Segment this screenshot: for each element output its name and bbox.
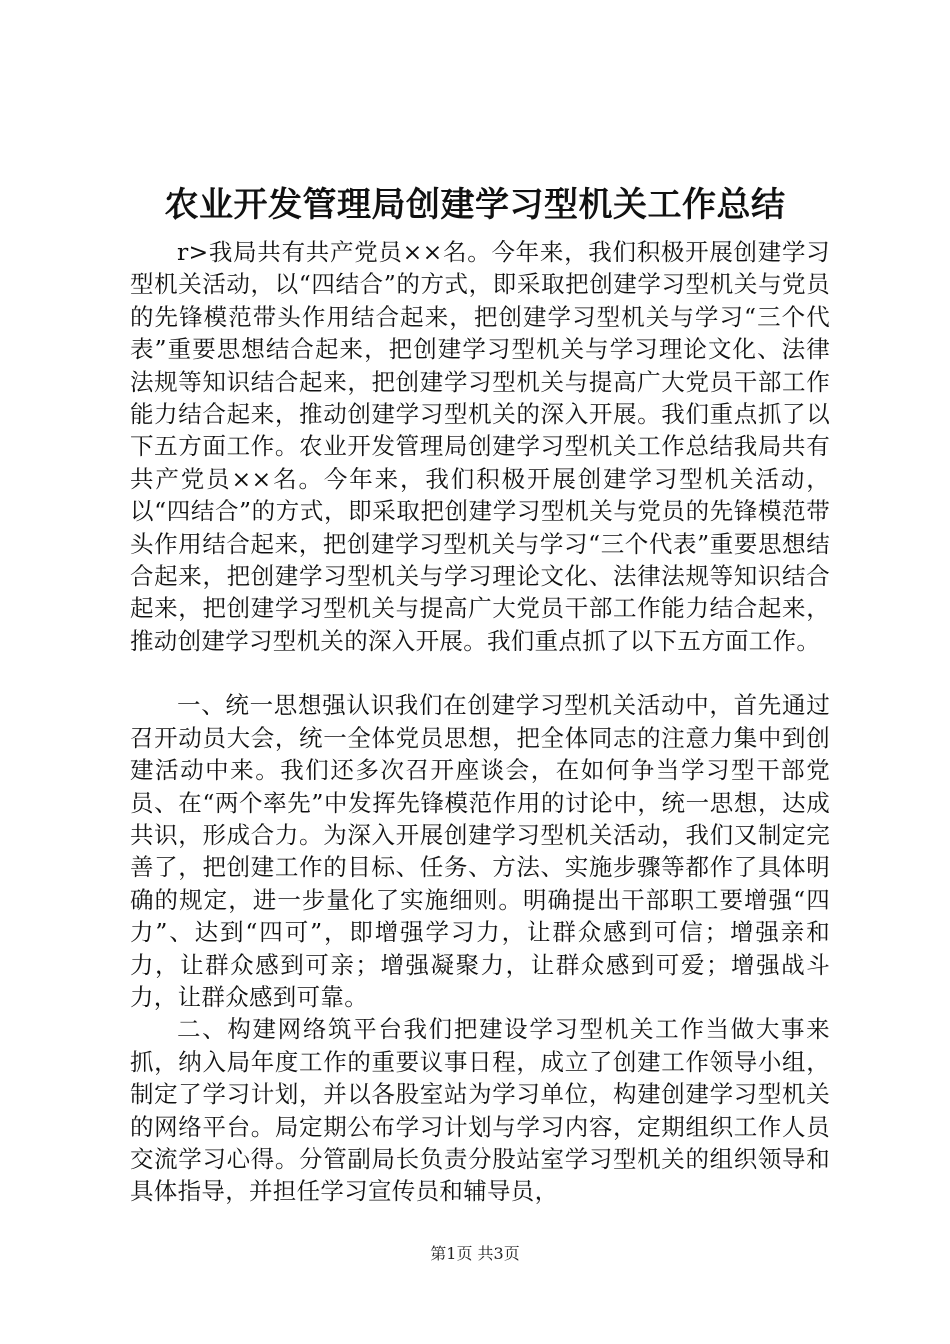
paragraph-section-2: 二、构建网络筑平台我们把建设学习型机关工作当做大事来抓，纳入局年度工作的重要议事日程，成立了创建工作领导小组，制定了学习计划，并以各股室站为学习单位，构建创建学习型机关的网络平台。局定期公布学习计划与学习内容，定期组织工作人员交流学习心得。分管副局长负责分股站室学习型机关的组织领导和具体指导，并担任学习宣传员和辅导员， xyxy=(130,1015,830,1206)
paragraph-gap xyxy=(130,657,830,689)
document-body xyxy=(130,236,830,1208)
paragraph-section-1: 一、统一思想强认识我们在创建学习型机关活动中，首先通过召开动员大会，统一全体党员思想，把全体同志的注意力集中到创建活动中来。我们还多次召开座谈会，在如何争当学习型干部党员、在“两个率先”中发挥先锋模范作用的讨论中，统一思想，达成共识，形成合力。为深入开展创建学习型机关活动，我们又制定完善了，把创建工作的目标、任务、方法、实施步骤等都作了具体明确的规定，进一步量化了实施细则。明确提出干部职工要增强“四力”、达到“四可”，即增强学习力，让群众感到可信；增强亲和力，让群众感到可亲；增强凝聚力，让群众感到可爱；增强战斗力，让群众感到可靠。 xyxy=(130,691,830,1011)
page-footer: 第1页 共3页 xyxy=(430,1244,520,1263)
paragraph-intro: r>我局共有共产党员××名。今年来，我们积极开展创建学习型机关活动，以“四结合”的方式，即采取把创建学习型机关与党员的先锋模范带头作用结合起来，把创建学习型机关与学习“三个代表”重要思想结合起来，把创建学习型机关与学习理论文化、法律法规等知识结合起来，把创建学习型机关与提高广大党员干部工作能力结合起来，推动创建学习型机关的深入开展。我们重点抓了以下五方面工作。农业开发管理局创建学习型机关工作总结我局共有共产党员××名。今年来，我们积极开展创建学习型机关活动，以“四结合”的方式，即采取把创建学习型机关与党员的先锋模范带头作用结合起来，把创建学习型机关与学习“三个代表”重要思想结合起来，把创建学习型机关与学习理论文化、法律法规等知识结合起来，把创建学习型机关与提高广大党员干部工作能力结合起来，推动创建学习型机关的深入开展。我们重点抓了以下五方面工作。 xyxy=(130,238,830,655)
document-title: 农业开发管理局创建学习型机关工作总结 xyxy=(164,185,786,225)
